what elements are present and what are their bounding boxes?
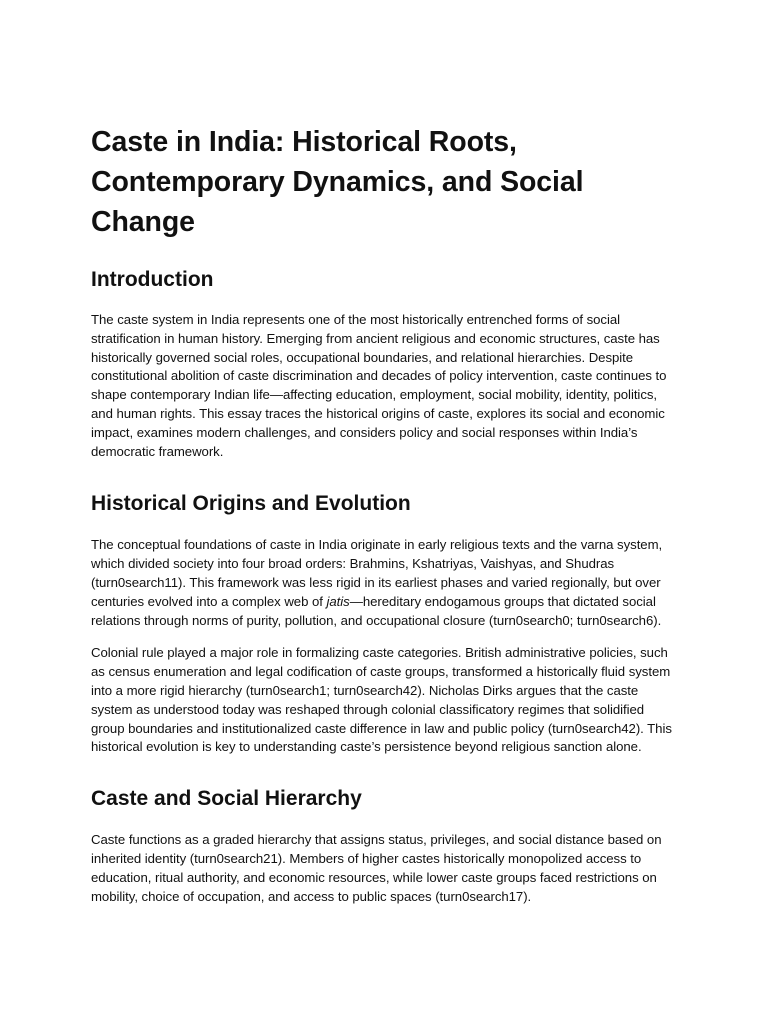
section-heading-introduction: Introduction [91,268,214,291]
paragraph-text-before: The conceptual foundations of caste in India originate in early religious texts and the varna system, which divided society into four broad orders: Brahmins, Kshatriyas, Vaishyas, and Shudras (turn0search11). This framework was less rigid in its earliest phases and varied regionally, but over centuries evolved into a complex web of [91,537,663,609]
historical-origins-paragraph-1 [91,536,681,630]
emphasis-jatis: jatis [326,593,350,609]
historical-origins-paragraph-2: Colonial rule played a major role in formalizing caste categories. British administrative policies, such as census enumeration and legal codification of caste groups, transformed a historically fluid system into a more rigid hierarchy (turn0search1; turn0search42). Nicholas Dirks argues that the caste system as understood today was reshaped through colonial classificatory regimes that solidified group boundaries and institutionalized caste difference in law and public policy (turn0search42). This historical evolution is key to understanding caste’s persistence beyond religious sanction alone. [91,645,672,755]
paragraph-text-after: —hereditary endogamous groups that dictated social relations through norms of purity, pollution, and occupational closure (turn0search0; turn0search6). [91,593,662,628]
section-heading-caste-social-hierarchy: Caste and Social Hierarchy [91,787,362,811]
document-title: Caste in India: Historical Roots, Contemporary Dynamics, and Social Change [91,126,584,238]
caste-hierarchy-paragraph: Caste functions as a graded hierarchy that assigns status, privileges, and social distance based on inherited identity (turn0search21). Members of higher castes historically monopolized access to education, ritual authority, and economic resources, while lower caste groups faced restrictions on mobility, choice of occupation, and access to public spaces (turn0search17). [91,832,662,904]
section-heading-historical-origins: Historical Origins and Evolution [91,492,411,516]
document-page [91,122,681,906]
introduction-paragraph: The caste system in India represents one of the most historically entrenched forms of social stratification in human history. Emerging from ancient religious and economic structures, caste has historically governed social roles, occupational boundaries, and relational hierarchies. Despite constitutional abolition of caste discrimination and decades of policy intervention, caste continues to shape contemporary Indian life—affecting education, employment, social mobility, identity, politics, and human rights. This essay traces the historical origins of caste, explores its social and economic impact, examines modern challenges, and considers policy and social responses within India’s democratic framework. [91,312,667,459]
